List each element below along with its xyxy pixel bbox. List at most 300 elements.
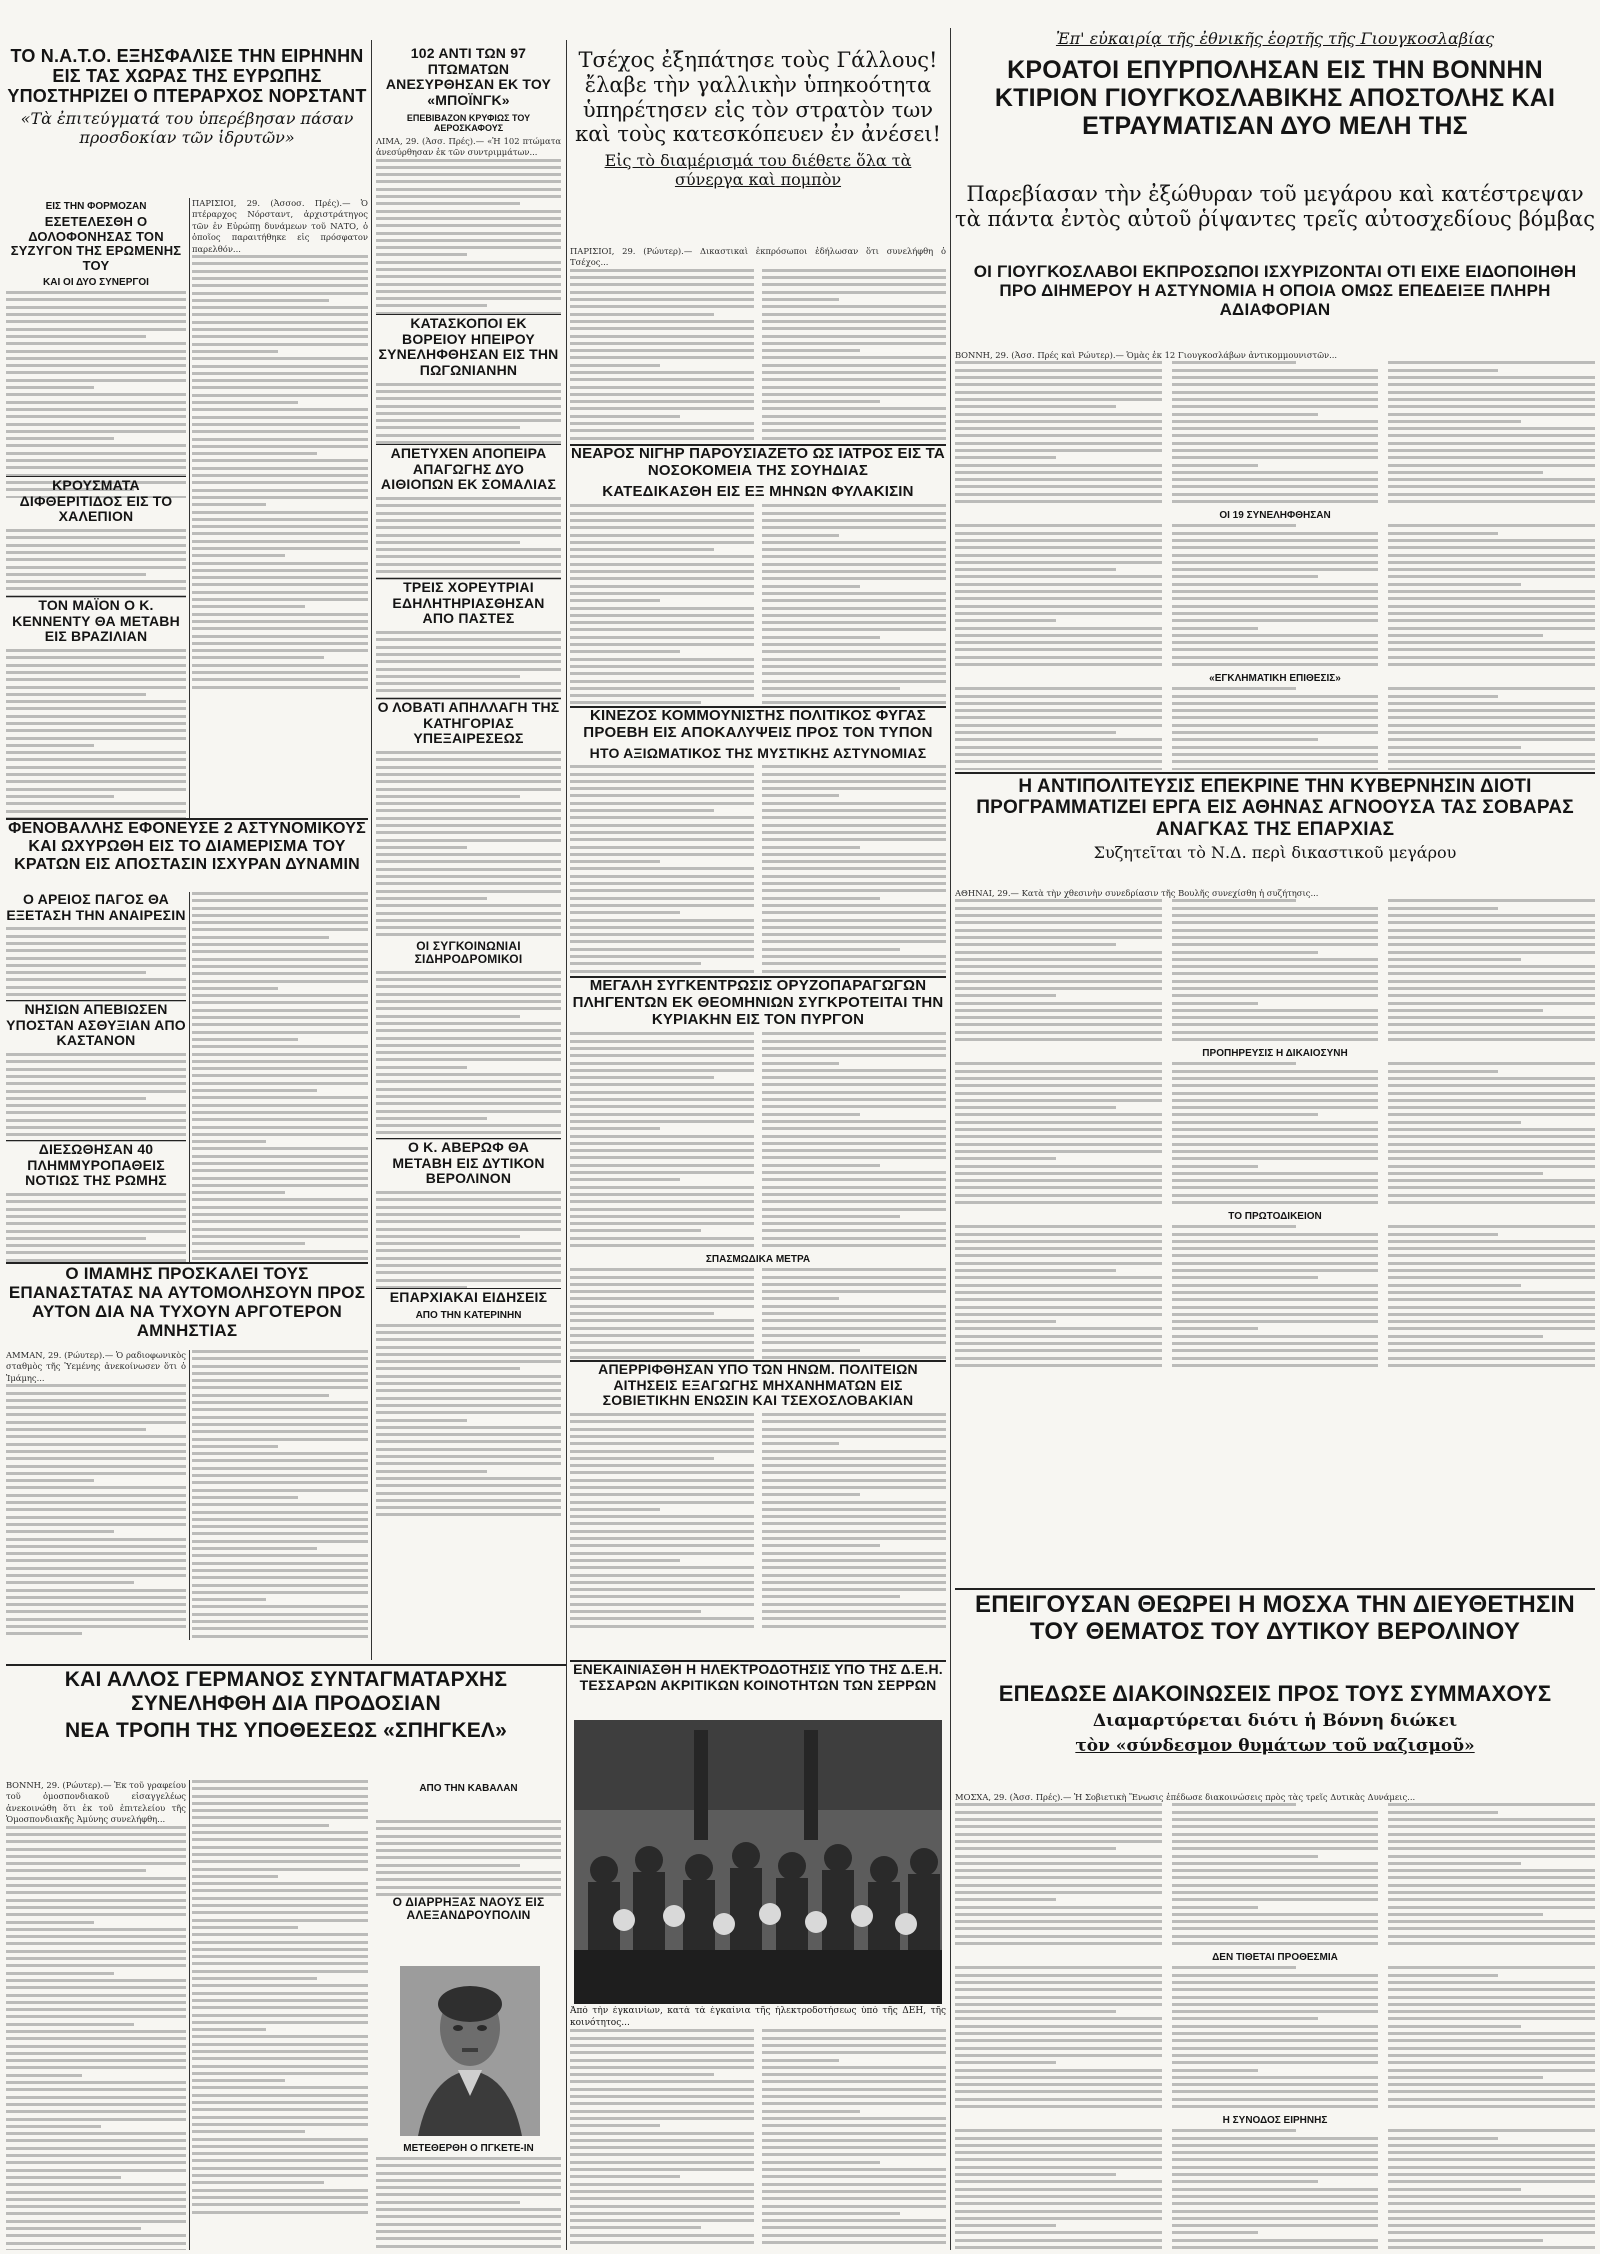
text-line — [955, 1884, 1162, 1887]
kennedy-body — [6, 649, 186, 818]
section-rule — [570, 706, 946, 708]
opposition-label-1: ΠΡΟΠΗΡΕΥΣΙΣ Η ΔΙΚΑΙΟΣΥΝΗ — [1202, 1048, 1348, 1060]
text-line — [570, 614, 754, 617]
text-line — [570, 327, 754, 330]
text-line — [762, 1297, 839, 1300]
text-line — [955, 760, 1162, 763]
text-line — [6, 335, 146, 338]
text-line — [376, 1820, 561, 1823]
text-line — [570, 555, 754, 558]
yugoslav-deck: ΟΙ ΓΙΟΥΓΚΟΣΛΑΒΟΙ ΕΚΠΡΟΣΩΠΟΙ ΙΣΧΥΡΙΖΟΝΤΑΙ ΟΤΙ ΕΙΧΕ ΕΙΔΟΠΟΙΗΘΗ ΠΡΟ ΔΙΗΜΕΡΟΥ Η ΑΣΤΥΝΟΜΙΑ Η ΟΠΟΙΑ ΟΜΩΣ ΕΠΕΔΕΙΞΕ ΠΛΗΡΗ ΑΔΙΑΦΟΡΙΑΝ — [973, 262, 1577, 320]
text-line — [570, 276, 754, 279]
text-line — [192, 277, 368, 280]
text-line — [376, 1264, 561, 1267]
imam-headline: Ο ΙΜΑΜΗΣ ΠΡΟΣΚΑΛΕΙ ΤΟΥΣ ΕΠΑΝΑΣΤΑΤΑΣ ΝΑ ΑΥΤΟΜΟΛΗΣΟΥΝ ΠΡΟΣ ΑΥΤΟΝ ΔΙΑ ΝΑ ΤΥΧΟΥΝ ΑΡΓΟΤΕΡΟΝ ΑΜΝΗΣΤΙΑΣ — [8, 1264, 366, 1341]
text-line — [376, 224, 561, 227]
moscow-body-2 — [955, 1966, 1595, 2112]
text-line — [376, 1095, 561, 1098]
text-line — [955, 442, 1162, 445]
text-line — [955, 2158, 1162, 2161]
text-line — [762, 773, 946, 776]
text-line — [762, 911, 946, 914]
text-line — [6, 364, 186, 367]
text-line — [570, 599, 660, 602]
text-line — [1388, 656, 1595, 659]
section-rule — [376, 1288, 561, 1289]
text-line — [376, 2245, 561, 2248]
text-line — [955, 1818, 1162, 1821]
text-line — [1388, 1016, 1595, 1019]
text-line — [1172, 1935, 1379, 1938]
text-line — [1388, 464, 1595, 467]
text-line — [1172, 695, 1379, 698]
text-line — [1172, 1016, 1379, 1019]
text-line — [376, 926, 561, 929]
text-line — [376, 2193, 561, 2196]
text-line — [376, 809, 561, 812]
text-line — [192, 1941, 368, 1944]
text-line — [762, 2080, 946, 2083]
text-line — [1388, 398, 1595, 401]
text-line — [376, 2179, 561, 2182]
text-line — [192, 921, 368, 924]
text-line — [1172, 500, 1379, 503]
text-line — [570, 860, 660, 863]
text-line — [762, 1413, 946, 1416]
text-line — [570, 1501, 754, 1504]
text-line — [192, 2196, 368, 2199]
text-line — [762, 1537, 946, 1540]
text-line — [6, 1552, 186, 1555]
text-line — [192, 1532, 368, 1535]
text-line — [762, 2153, 946, 2156]
text-line — [192, 664, 368, 667]
text-line — [376, 653, 561, 656]
rome-headline: ΔΙΕΣΩΘΗΣΑΝ 40 ΠΛΗΜΜΥΡΟΠΑΘΕΙΣ ΝΟΤΙΩΣ ΤΗΣ ΡΩΜΗΣ — [25, 1142, 167, 1189]
epirus-headline: ΚΑΤΑΣΚΟΠΟΙ ΕΚ ΒΟΡΕΙΟΥ ΗΠΕΙΡΟΥ ΣΥΝΕΛΗΦΘΗΣΑΝ ΕΙΣ ΤΗΝ ΠΩΓΩΝΙΑΝΗΝ — [378, 316, 559, 379]
rail-headline: ΟΙ ΣΥΓΚΟΙΝΩΝΙΑΙ ΣΙΔΗΡΟΔΡΟΜΙΚΟΙ — [414, 940, 523, 967]
text-line — [762, 831, 946, 834]
text-line — [192, 343, 368, 346]
text-line — [1172, 2151, 1379, 2154]
text-line — [1388, 2166, 1595, 2169]
text-line — [192, 1038, 298, 1041]
text-line — [1388, 1099, 1595, 1102]
text-line — [192, 532, 368, 535]
text-line — [955, 2069, 1162, 2072]
text-line — [1172, 1927, 1379, 1930]
text-line — [376, 1360, 561, 1363]
text-line — [1172, 1254, 1379, 1257]
text-line — [376, 1849, 561, 1852]
text-line — [955, 627, 1162, 630]
text-line — [192, 1955, 368, 1958]
kavala-body — [376, 1820, 561, 1896]
text-line — [376, 1015, 520, 1018]
text-line — [376, 875, 561, 878]
text-line — [192, 270, 368, 273]
text-line — [376, 890, 561, 893]
text-line — [192, 928, 368, 931]
article-defense — [192, 1350, 368, 1640]
text-line — [1388, 907, 1498, 910]
moscow-label-2: Η ΣΥΝΟΔΟΣ ΕΙΡΗΝΗΣ — [1222, 2115, 1328, 2127]
text-line — [1172, 760, 1379, 763]
text-line — [6, 1618, 186, 1621]
text-line — [1388, 532, 1498, 535]
text-line — [1388, 1121, 1520, 1124]
text-line — [1172, 413, 1319, 416]
text-line — [955, 1240, 1162, 1243]
text-line — [570, 787, 754, 790]
text-line — [1388, 1927, 1595, 1930]
text-line — [1172, 1811, 1379, 1814]
text-line — [955, 2010, 1116, 2013]
text-line — [1172, 1891, 1379, 1894]
text-line — [6, 1986, 186, 1989]
text-line — [955, 2144, 1162, 2147]
pilots-dateline: ΛΙΜΑ, 29. (Ἀσσ. Πρές).— «Ἡ 102 πτώματα ἀνεσύρθησαν ἐκ τῶν συντριμμάτων... — [376, 135, 561, 158]
text-line — [762, 342, 946, 345]
text-line — [1388, 1811, 1498, 1814]
text-line — [6, 2074, 82, 2077]
text-line — [762, 1222, 946, 1225]
section-rule — [570, 1360, 946, 1362]
imam-body — [6, 1384, 186, 1640]
text-line — [6, 1384, 186, 1387]
text-line — [762, 650, 946, 653]
text-line — [762, 422, 946, 425]
opposition-body-3 — [955, 1225, 1595, 1371]
text-line — [192, 1868, 368, 1871]
text-line — [1172, 612, 1379, 615]
text-line — [955, 1825, 1162, 1828]
text-line — [192, 1206, 368, 1209]
text-line — [955, 687, 1162, 690]
text-line — [955, 1862, 1162, 1865]
text-line — [192, 1220, 368, 1223]
text-line — [762, 364, 946, 367]
text-line — [192, 671, 368, 674]
text-line — [570, 882, 754, 885]
text-line — [955, 746, 1162, 749]
text-line — [1388, 485, 1595, 488]
moscow-sub-2: τὸν «σύνδεσμον θυμάτων τοῦ ναζισμοῦ» — [1075, 1735, 1475, 1756]
text-line — [955, 914, 1162, 917]
text-line — [1388, 1070, 1498, 1073]
text-line — [1172, 1084, 1379, 1087]
text-line — [762, 860, 946, 863]
text-line — [1172, 434, 1379, 437]
text-line — [376, 419, 561, 422]
text-line — [6, 2183, 186, 2186]
text-line — [1388, 2144, 1595, 2147]
text-line — [6, 379, 186, 382]
dancers-body — [376, 631, 561, 700]
text-line — [192, 1147, 368, 1150]
text-line — [570, 2197, 754, 2200]
text-line — [1388, 583, 1520, 586]
text-line — [1388, 899, 1595, 902]
text-line — [570, 911, 680, 914]
text-line — [6, 2023, 134, 2026]
text-line — [762, 2037, 946, 2040]
text-line — [1172, 746, 1379, 749]
text-line — [376, 1131, 561, 1134]
text-line — [192, 2203, 368, 2206]
text-line — [192, 1926, 298, 1929]
text-line — [1388, 914, 1595, 917]
article-german-body-2 — [192, 1780, 368, 2250]
text-line — [6, 1899, 186, 1902]
rome-body — [6, 1193, 186, 1262]
text-line — [376, 978, 561, 981]
text-line — [6, 715, 186, 718]
text-line — [192, 2138, 368, 2141]
text-line — [955, 1077, 1162, 1080]
opposition-headline: Η ΑΝΤΙΠΟΛΙΤΕΥΣΙΣ ΕΠΕΚΡΙΝΕ ΤΗΝ ΚΥΒΕΡΝΗΣΙΝ ΔΙΟΤΙ ΠΡΟΓΡΑΜΜΑΤΙΖΕΙ ΕΡΓΑ ΕΙΣ ΑΘΗΝΑΣ ΑΓΝΟΟΥΣΑ ΤΑΣ ΣΟΒΑΡΑΣ ΑΝΑΓΚΑΣ ΤΗΣ ΕΠΑΡΧΙΑΣ — [976, 776, 1574, 840]
text-line — [955, 1157, 1056, 1160]
text-line — [192, 394, 368, 397]
text-line — [6, 1428, 146, 1431]
text-line — [955, 478, 1162, 481]
text-line — [192, 907, 368, 910]
text-line — [192, 525, 368, 528]
text-line — [192, 1860, 368, 1863]
text-line — [955, 583, 1162, 586]
text-line — [6, 2001, 186, 2004]
text-line — [1172, 1157, 1379, 1160]
text-line — [376, 1213, 561, 1216]
text-line — [376, 1404, 561, 1407]
text-line — [192, 1169, 368, 1172]
text-line — [1388, 605, 1595, 608]
text-line — [570, 904, 754, 907]
text-line — [955, 1194, 1162, 1197]
yugoslav-body-2 — [955, 524, 1595, 670]
article-rail — [376, 940, 561, 1140]
text-line — [762, 2234, 946, 2237]
opposition-label-2: ΤΟ ΠΡΩΤΟΔΙΚΕΙΟΝ — [1228, 1211, 1322, 1223]
text-line — [1172, 383, 1379, 386]
text-line — [6, 722, 186, 725]
text-line — [192, 2072, 368, 2075]
text-line — [1388, 1002, 1595, 1005]
article-rice — [570, 978, 946, 1360]
text-line — [762, 1479, 946, 1482]
text-line — [192, 1889, 368, 1892]
text-line — [192, 649, 368, 652]
text-line — [376, 1228, 561, 1231]
text-line — [192, 474, 368, 477]
text-line — [376, 1080, 561, 1083]
text-line — [1388, 980, 1595, 983]
text-line — [192, 306, 368, 309]
text-line — [6, 587, 186, 590]
text-line — [1388, 1128, 1595, 1131]
text-line — [376, 1007, 561, 1010]
text-line — [376, 1462, 561, 1465]
text-line — [1172, 590, 1379, 593]
text-line — [1172, 2098, 1379, 2101]
text-line — [1388, 1157, 1595, 1160]
text-line — [762, 335, 946, 338]
text-line — [1172, 471, 1379, 474]
text-line — [192, 1031, 368, 1034]
text-line — [955, 1135, 1162, 1138]
article-export — [570, 1362, 946, 1662]
text-line — [1172, 427, 1379, 430]
text-line — [1388, 1906, 1595, 1909]
text-line — [570, 1047, 754, 1050]
french-body — [570, 269, 946, 446]
text-line — [1172, 907, 1379, 910]
release-body — [376, 751, 561, 940]
text-line — [570, 1493, 754, 1496]
text-line — [955, 980, 1162, 983]
text-line — [570, 2073, 714, 2076]
text-line — [955, 1357, 1162, 1360]
text-line — [376, 1324, 561, 1327]
text-line — [955, 1062, 1162, 1065]
moscow-deck-box — [955, 1682, 1595, 1790]
text-line — [1172, 1884, 1379, 1887]
text-line — [1388, 663, 1595, 666]
text-line — [192, 1198, 368, 1201]
text-line — [6, 2139, 186, 2142]
text-line — [1388, 2231, 1595, 2234]
text-line — [955, 1313, 1162, 1316]
text-line — [192, 2174, 368, 2177]
text-line — [955, 768, 1162, 770]
text-line — [570, 283, 754, 286]
text-line — [1388, 1974, 1498, 1977]
text-line — [192, 1853, 368, 1856]
text-line — [1388, 943, 1595, 946]
text-line — [376, 1022, 561, 1025]
text-line — [1172, 936, 1379, 939]
article-french — [570, 46, 946, 246]
text-line — [762, 305, 946, 308]
text-line — [376, 839, 561, 842]
text-line — [762, 846, 860, 849]
text-line — [955, 1084, 1162, 1087]
text-line — [192, 2181, 324, 2184]
text-line — [376, 1448, 561, 1451]
text-line — [1172, 929, 1379, 932]
text-line — [1172, 2210, 1379, 2213]
text-line — [570, 621, 754, 624]
text-line — [376, 1864, 520, 1867]
text-line — [192, 503, 266, 506]
text-line — [570, 2212, 754, 2215]
text-line — [570, 504, 754, 507]
text-line — [6, 751, 186, 754]
text-line — [955, 724, 1162, 727]
text-line — [955, 619, 1056, 622]
text-line — [762, 1464, 946, 1467]
text-line — [1172, 583, 1379, 586]
text-line — [1172, 2129, 1296, 2132]
text-line — [762, 2146, 946, 2149]
text-line — [570, 1552, 754, 1555]
text-line — [762, 563, 946, 566]
text-line — [376, 1235, 520, 1238]
text-line — [570, 548, 714, 551]
column-rule — [189, 892, 190, 1262]
text-line — [192, 1948, 368, 1951]
text-line — [192, 540, 368, 543]
text-line — [955, 405, 1116, 408]
text-line — [376, 1492, 561, 1495]
text-line — [1388, 1135, 1595, 1138]
text-line — [376, 1827, 561, 1830]
text-line — [192, 1104, 368, 1107]
text-line — [1388, 2054, 1595, 2057]
text-line — [762, 1062, 839, 1065]
text-line — [1172, 1165, 1259, 1168]
text-line — [955, 1327, 1162, 1330]
text-line — [955, 2054, 1162, 2057]
text-line — [570, 592, 754, 595]
text-line — [6, 802, 186, 805]
text-line — [1388, 2047, 1595, 2050]
text-line — [1172, 2144, 1379, 2147]
text-line — [6, 566, 186, 569]
text-line — [570, 831, 754, 834]
text-line — [762, 2139, 946, 2142]
text-line — [1388, 1862, 1520, 1865]
text-line — [570, 386, 754, 389]
text-line — [955, 1988, 1162, 1991]
text-line — [376, 2172, 561, 2175]
text-line — [192, 2211, 368, 2214]
electric-photo — [574, 1720, 942, 2004]
text-line — [6, 2249, 186, 2250]
ceremony-image — [574, 1720, 942, 2004]
text-line — [6, 2198, 186, 2201]
yugoslav-body-1 — [955, 361, 1595, 507]
text-line — [1388, 760, 1595, 763]
text-line — [1172, 524, 1296, 527]
rice-label-1: ΣΠΑΣΜΩΔΙΚΑ ΜΕΤΡΑ — [705, 1254, 811, 1266]
text-line — [955, 434, 1162, 437]
text-line — [570, 1420, 754, 1423]
text-line — [570, 628, 754, 631]
text-line — [570, 1083, 754, 1086]
text-line — [1172, 2188, 1379, 2191]
text-line — [955, 383, 1162, 386]
text-line — [955, 2246, 1162, 2249]
text-line — [570, 1120, 754, 1123]
text-line — [762, 1290, 946, 1293]
text-line — [570, 407, 754, 410]
text-line — [1172, 1847, 1379, 1850]
text-line — [6, 986, 186, 989]
text-line — [762, 2226, 946, 2229]
yugoslav-label-2: «ΕΓΚΛΗΜΑΤΙΚΗ ΕΠΙΘΕΣΙΣ» — [1209, 673, 1341, 685]
text-line — [376, 766, 561, 769]
text-line — [955, 929, 1162, 932]
text-line — [192, 1795, 368, 1798]
text-line — [762, 298, 839, 301]
text-line — [6, 2015, 186, 2018]
text-line — [192, 2065, 368, 2068]
text-line — [1388, 369, 1498, 372]
text-line — [1172, 2158, 1379, 2161]
text-line — [6, 357, 186, 360]
text-line — [6, 415, 186, 418]
